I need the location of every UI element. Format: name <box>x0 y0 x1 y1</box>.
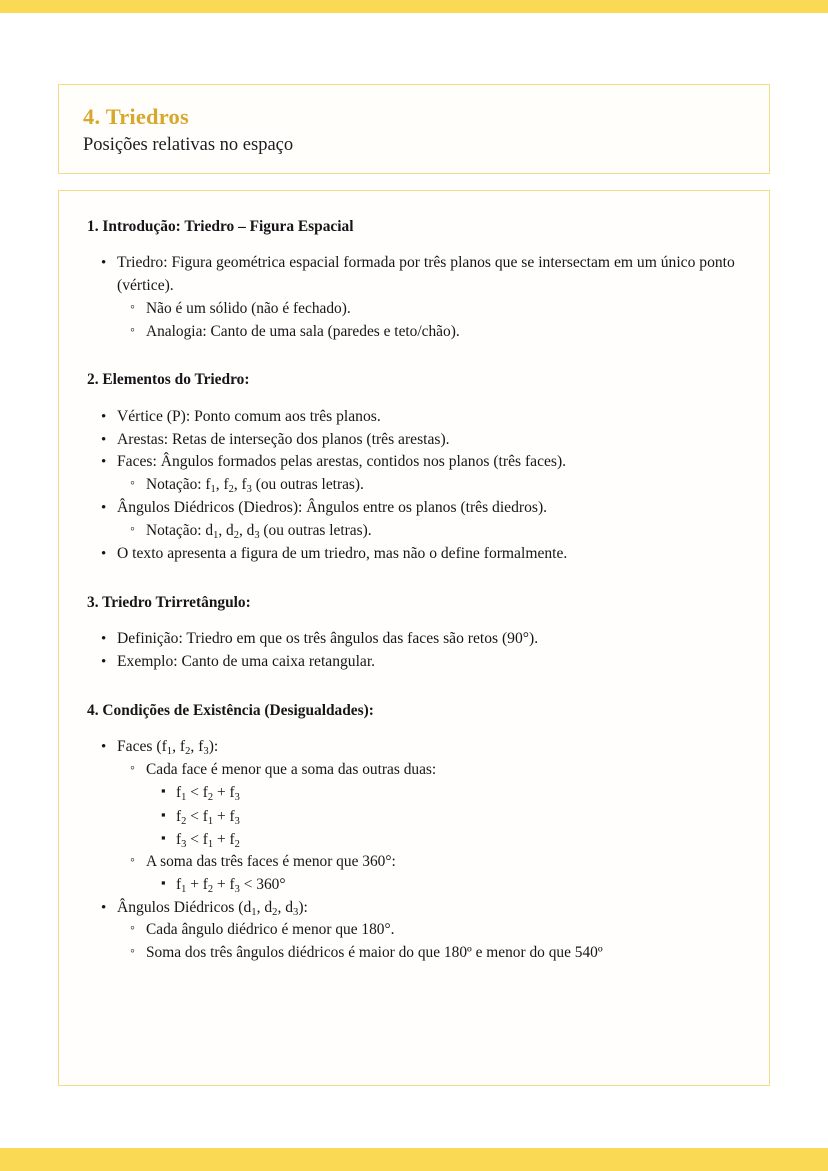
list-item <box>117 252 741 343</box>
document-header-card <box>58 84 770 174</box>
list-item-text: ▪ $f_3 < f_1 + f_2$ <box>176 828 741 851</box>
list-item <box>117 451 741 497</box>
page-title: 4. Triedros <box>83 104 189 129</box>
list-item <box>146 298 741 321</box>
section-spacer <box>87 572 741 593</box>
list-item <box>146 474 741 497</box>
list-item <box>176 781 741 804</box>
list-item-text: • Ângulos Diédricos (Diedros): Ângulos entre os planos (três diedros). <box>117 497 741 520</box>
bullet-list-level-1 <box>87 736 741 965</box>
list-item-text: • Triedro: Figura geométrica espacial formada por três planos que se intersectam em um único ponto (vértice). <box>117 252 741 298</box>
list-item <box>117 497 741 543</box>
list-item-text: ▪ $f_2 < f_1 + f_3$ <box>176 805 741 828</box>
bullet-list-level-1 <box>87 252 741 343</box>
list-item <box>117 429 741 452</box>
list-item <box>117 406 741 429</box>
section-heading: 2. Elementos do Triedro: <box>87 371 250 389</box>
bullet-list-level-2 <box>117 298 741 343</box>
list-item-text: ◦ Não é um sólido (não é fechado). <box>146 298 741 321</box>
list-item-text: • Exemplo: Canto de uma caixa retangular. <box>117 651 741 674</box>
top-accent-bar <box>0 0 828 13</box>
list-item <box>176 873 741 896</box>
list-item <box>117 897 741 965</box>
list-item <box>117 628 741 651</box>
list-item-text: ◦ A soma das três faces é menor que 360°: <box>146 851 741 874</box>
list-item-text: ▪ $f_1 + f_2 + f_3 < 360^\circ$ <box>176 873 741 896</box>
bullet-list-level-2 <box>117 919 741 964</box>
document-section <box>87 593 741 674</box>
list-item <box>117 651 741 674</box>
bullet-list-level-1 <box>87 628 741 674</box>
list-item <box>146 851 741 897</box>
document-section <box>87 217 741 343</box>
list-item-text: • Faces: Ângulos formados pelas arestas, contidos nos planos (três faces). <box>117 451 741 474</box>
sections-container <box>87 217 741 965</box>
section-heading: 4. Condições de Existência (Desigualdades): <box>87 701 374 719</box>
bottom-accent-bar <box>0 1148 828 1171</box>
list-item <box>117 736 741 897</box>
list-item-text: ◦ Soma dos três ângulos diédricos é maior do que 180º e menor do que 540º <box>146 942 741 965</box>
list-item-text: • Ângulos Diédricos ($d_1$, $d_2$, $d_3$): <box>117 897 741 920</box>
section-spacer <box>87 349 741 370</box>
bullet-list-level-2 <box>117 520 741 543</box>
section-heading: 3. Triedro Trirretângulo: <box>87 593 251 611</box>
list-item-text: • Vértice (P): Ponto comum aos três planos. <box>117 406 741 429</box>
bullet-list-level-3 <box>146 873 741 896</box>
list-item <box>117 543 741 566</box>
list-item <box>146 942 741 965</box>
bullet-list-level-1 <box>87 406 741 566</box>
list-item-text: • Faces ($f_1$, $f_2$, $f_3$): <box>117 736 741 759</box>
bullet-list-level-2 <box>117 759 741 897</box>
list-item-text: ◦ Notação: $d_1$, $d_2$, $d_3$ (ou outras letras). <box>146 520 741 543</box>
document-content-card <box>58 190 770 1086</box>
list-item-text: ▪ $f_1 < f_2 + f_3$ <box>176 781 741 804</box>
list-item-text: ◦ Cada face é menor que a soma das outras duas: <box>146 759 741 782</box>
list-item <box>146 321 741 344</box>
list-item <box>146 520 741 543</box>
document-section <box>87 701 741 965</box>
list-item-text: • Arestas: Retas de interseção dos planos (três arestas). <box>117 429 741 452</box>
section-heading: 1. Introdução: Triedro – Figura Espacial <box>87 218 354 235</box>
list-item <box>176 828 741 851</box>
list-item-text: ◦ Notação: $f_1$, $f_2$, $f_3$ (ou outras letras). <box>146 474 741 497</box>
list-item <box>146 919 741 942</box>
list-item-text: ◦ Analogia: Canto de uma sala (paredes e teto/chão). <box>146 321 741 344</box>
document-section <box>87 370 741 565</box>
list-item-text: • Definição: Triedro em que os três ângulos das faces são retos (90°). <box>117 628 741 651</box>
section-spacer <box>87 680 741 701</box>
list-item <box>176 805 741 828</box>
bullet-list-level-3 <box>146 781 741 850</box>
page-subtitle: Posições relativas no espaço <box>83 134 294 155</box>
bullet-list-level-2 <box>117 474 741 497</box>
list-item-text: ◦ Cada ângulo diédrico é menor que 180°. <box>146 919 741 942</box>
list-item <box>146 759 741 851</box>
list-item-text: • O texto apresenta a figura de um triedro, mas não o define formalmente. <box>117 543 741 566</box>
